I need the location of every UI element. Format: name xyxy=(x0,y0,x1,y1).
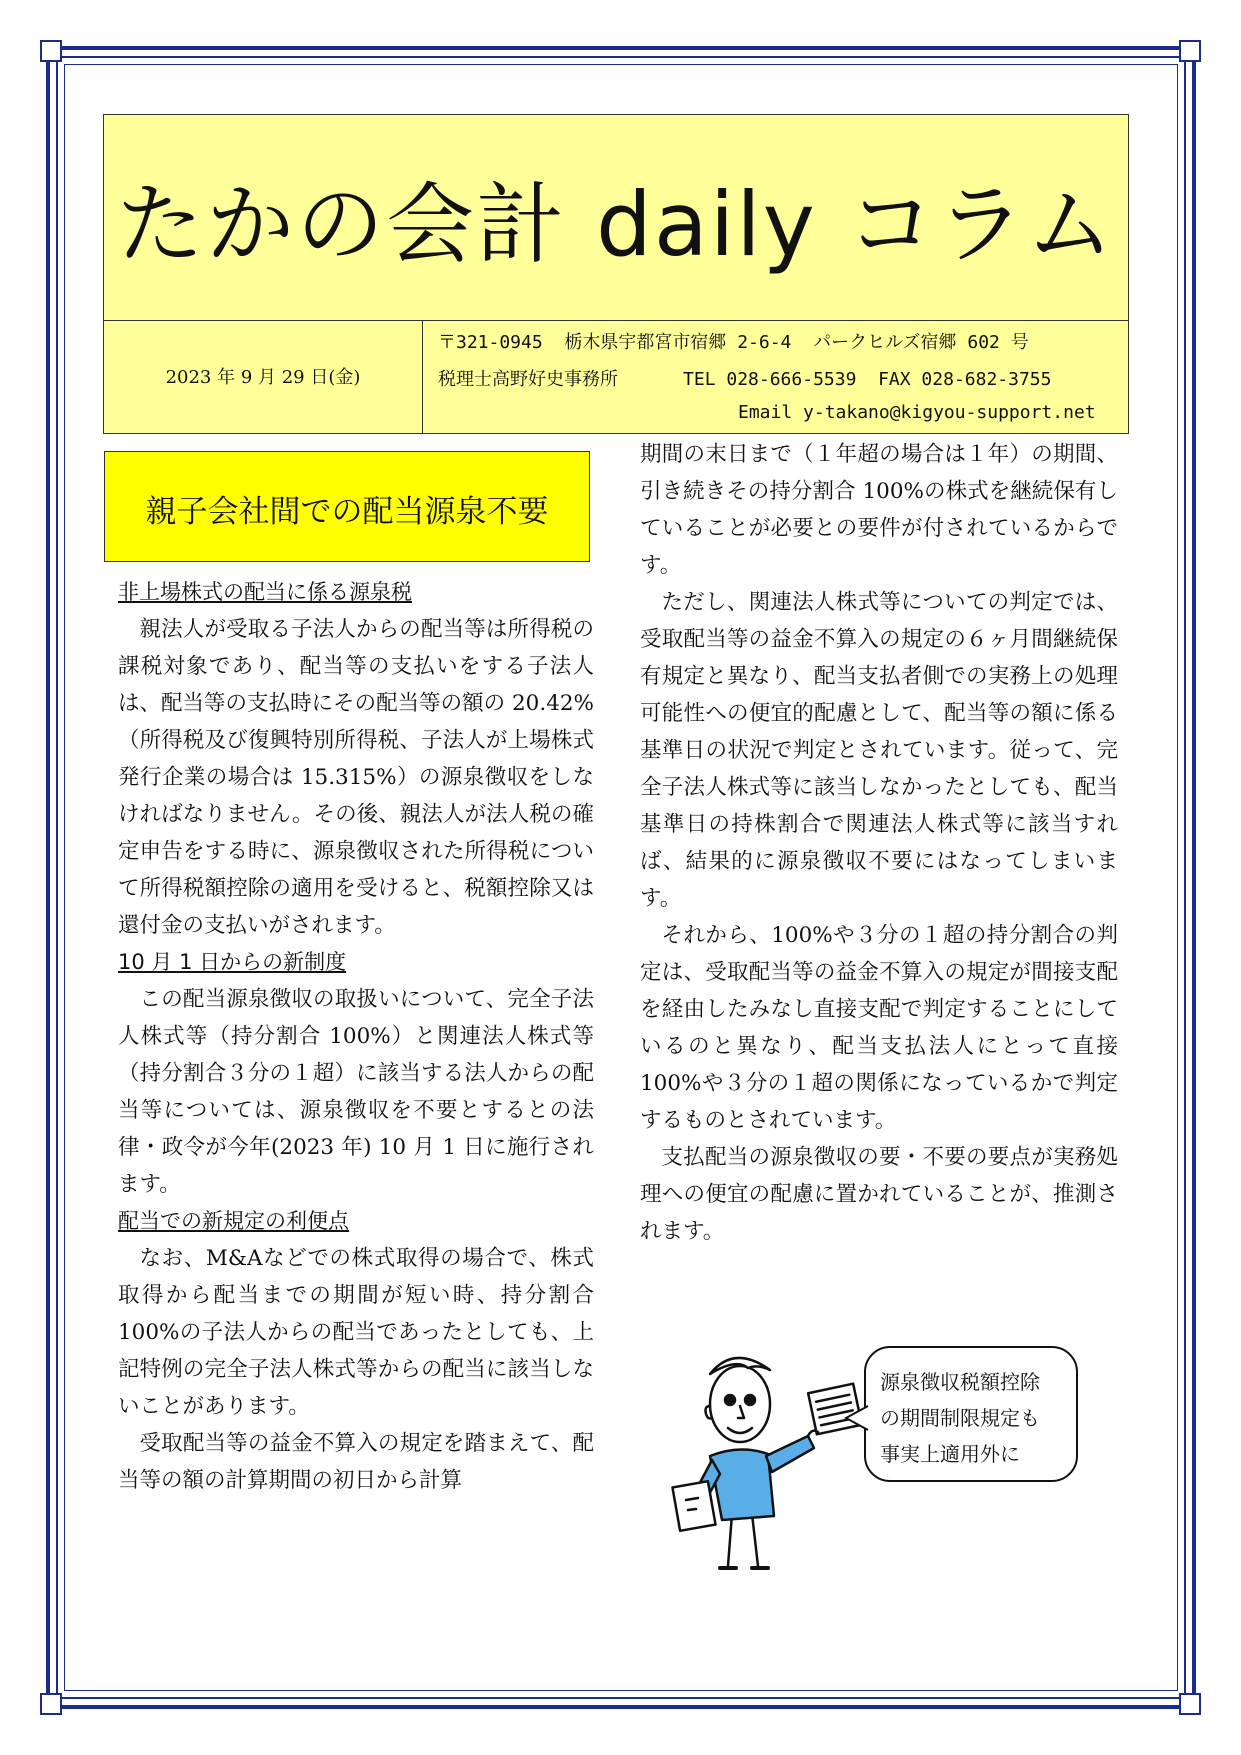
newsletter-title: たかの会計 daily コラム xyxy=(116,173,1116,276)
cartoon-man-illustration xyxy=(640,1344,870,1574)
paragraph: 受取配当等の益金不算入の規定を踏まえて、配当等の額の計算期間の初日から計算 xyxy=(118,1431,594,1493)
office-email[interactable]: Email y-takano@kigyou-support.net xyxy=(738,402,1096,423)
issue-date: 2023 年 9 月 29 日(金) xyxy=(165,367,361,388)
paragraph: ただし、関連法人株式等についての判定では、受取配当等の益金不算入の規定の６ヶ月間継続保有規定と異なり、配当支払者側での実務上の処理可能性への便宜的配慮として、配当等の額に係る基準日の状況で判定とされています。従って、完全子法人株式等に該当しなかったとしても、配当基準日の持株割合で関連法人株式等に該当すれば、結果的に源泉徴収不要にはなってしまいます。 xyxy=(640,590,1118,911)
section-heading: 10 月 1 日からの新制度 xyxy=(118,950,347,974)
paragraph: 親法人が受取る子法人からの配当等は所得税の課税対象であり、配当等の支払いをする子法人は、配当等の支払時にその配当等の額の 20.42%（所得税及び復興特別所得税、子法人が上場株式発行企業の場合は 15.315%）の源泉徴収をしなければなりません。その後、親法人が法人税の確定申告をする時に、源泉徴収された所得税について所得税額控除の適用を受けると、税額控除又は還付金の支払いがされます。 xyxy=(118,617,594,938)
header-column-divider xyxy=(422,320,423,434)
bubble-line: 源泉徴収税額控除 xyxy=(880,1370,1040,1394)
border-corner-tl xyxy=(40,40,62,62)
office-address: 〒321-0945 栃木県宇都宮市宿郷 2-6-4 パークヒルズ宿郷 602 号 xyxy=(438,332,1029,353)
paragraph: なお、M&Aなどでの株式取得の場合で、株式取得から配当までの期間が短い時、持分割合 100%の子法人からの配当であったとしても、上記特例の完全子法人株式等からの配当に該当しないことがあります。 xyxy=(118,1246,594,1419)
article-headline: 親子会社間での配当源泉不要 xyxy=(145,494,549,530)
section-heading: 配当での新規定の利便点 xyxy=(118,1209,349,1233)
border-corner-tr xyxy=(1179,40,1201,62)
paragraph: この配当源泉徴収の取扱いについて、完全子法人株式等（持分割合 100%）と関連法人株式等（持分割合３分の１超）に該当する法人からの配当等については、源泉徴収を不要とするとの法律・政令が今年(2023 年) 10 月 1 日に施行されます。 xyxy=(118,987,594,1197)
speech-bubble xyxy=(864,1346,1078,1482)
header-divider xyxy=(104,320,1128,321)
border-corner-bl xyxy=(40,1693,62,1715)
left-column xyxy=(118,574,594,1499)
section-heading: 非上場株式の配当に係る源泉税 xyxy=(118,580,412,604)
paragraph: それから、100%や３分の１超の持分割合の判定は、受取配当等の益金不算入の規定が間接支配を経由したみなし直接支配で判定することにしているのと異なり、配当支払法人にとって直接 100%や３分の１超の関係になっているかで判定するものとされています。 xyxy=(640,923,1118,1133)
newsletter-header xyxy=(103,114,1129,434)
paragraph: 支払配当の源泉徴収の要・不要の要点が実務処理への便宜の配慮に置かれていることが、推測されます。 xyxy=(640,1145,1118,1244)
paragraph: 期間の末日まで（１年超の場合は１年）の期間、引き続きその持分割合 100%の株式を継続保有していることが必要との要件が付されているからです。 xyxy=(640,442,1118,578)
office-contact: 税理士高野好史事務所 TEL 028-666-5539 FAX 028-682-3755 xyxy=(438,369,1052,390)
headline-box xyxy=(104,451,590,562)
bubble-line: 事実上適用外に xyxy=(880,1442,1020,1466)
bubble-tail xyxy=(844,1404,870,1434)
right-column xyxy=(640,436,1118,1250)
border-corner-br xyxy=(1179,1693,1201,1715)
bubble-text xyxy=(880,1364,1070,1472)
bubble-line: の期間制限規定も xyxy=(880,1406,1040,1430)
